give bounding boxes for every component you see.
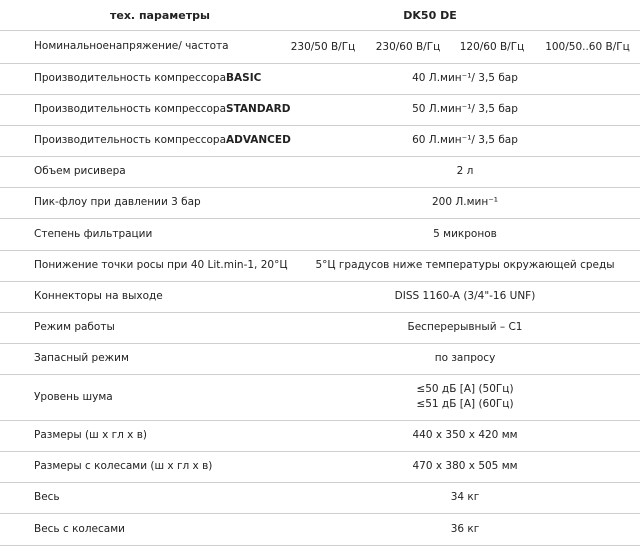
model-title: DK50 DE — [403, 8, 457, 22]
row-label: Понижение точки росы при 40 Lit.min-1, 20°Ц — [34, 259, 288, 271]
row-value: по запросу — [434, 352, 496, 364]
param-title: тех. параметры — [110, 8, 210, 22]
voltage-option: 100/50..60 В/Гц — [545, 40, 630, 53]
row-label: Размеры с колесами (ш x гл x в) — [34, 460, 213, 472]
row-value: 34 кг — [450, 491, 480, 503]
table-row — [0, 63, 640, 95]
row-value: DISS 1160-A (3/4"-16 UNF) — [394, 290, 536, 302]
row-label: Пик-флоу при давлении 3 бар — [34, 196, 201, 208]
voltage-option: 230/50 В/Гц — [290, 40, 356, 53]
row-label: Степень фильтрации — [34, 227, 153, 240]
row-label: Объем рисивера — [34, 165, 126, 177]
table-row — [0, 30, 640, 64]
row-value: 2 л — [456, 165, 474, 177]
row-label: Коннекторы на выходе — [34, 290, 163, 302]
table-row — [0, 250, 640, 282]
table-row — [0, 343, 640, 375]
row-value: 60 Л.мин⁻¹/ 3,5 бар — [412, 134, 518, 146]
row-label: Производительность компрессора STANDARD — [34, 103, 291, 115]
table-row — [0, 312, 640, 344]
row-value: 5°Ц градусов ниже температуры окружающей среды — [315, 259, 615, 271]
noise-60hz: ≤51 дБ [A] (60Гц) — [416, 398, 514, 410]
row-value: 5 микронов — [433, 227, 497, 240]
table-header — [0, 0, 640, 31]
table-row — [0, 125, 640, 157]
row-value: 470 x 380 x 505 мм — [412, 460, 518, 472]
row-value: 50 Л.мин⁻¹/ 3,5 бар — [412, 103, 518, 115]
noise-value — [290, 374, 640, 420]
row-label: Производительность компрессора BASIC — [34, 72, 262, 84]
table-row — [0, 482, 640, 514]
table-row — [0, 513, 640, 546]
row-value: 36 кг — [450, 522, 480, 535]
row-label: Размеры (ш x гл x в) — [34, 429, 148, 441]
row-value: 440 x 350 x 420 мм — [412, 429, 518, 441]
table-row — [0, 187, 640, 219]
table-row — [0, 218, 640, 251]
row-label: Весь — [34, 491, 60, 503]
row-value: 40 Л.мин⁻¹/ 3,5 бар — [412, 72, 518, 84]
voltage-option: 230/60 В/Гц — [375, 40, 441, 53]
row-label: Запасный режим — [34, 352, 129, 364]
row-value: 200 Л.мин⁻¹ — [432, 196, 498, 208]
table-row — [0, 374, 640, 421]
table-row — [0, 94, 640, 126]
voltage-option: 120/60 В/Гц — [459, 40, 525, 53]
row-value: Бесперерывный – C1 — [407, 321, 523, 333]
row-label: Весь с колесами — [34, 522, 125, 535]
table-row — [0, 156, 640, 188]
row-label: Режим работы — [34, 321, 115, 333]
voltage-label: Номинальноенапряжение/ частота — [34, 40, 229, 52]
noise-50hz: ≤50 дБ [A] (50Гц) — [416, 383, 514, 395]
table-row — [0, 420, 640, 452]
row-label: Производительность компрессора ADVANCED — [34, 134, 291, 146]
table-row — [0, 451, 640, 483]
noise-label: Уровень шума — [34, 390, 113, 403]
table-row — [0, 281, 640, 313]
